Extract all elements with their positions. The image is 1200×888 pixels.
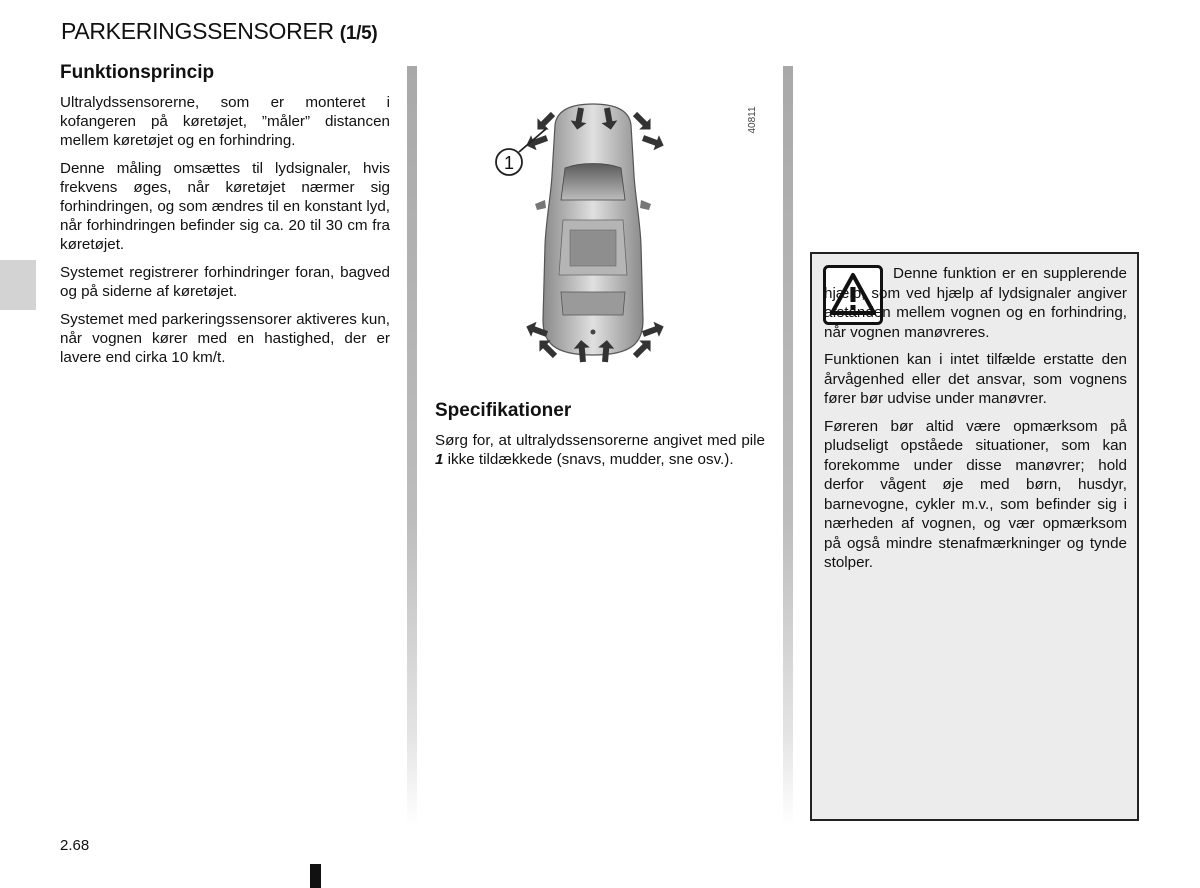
funktionsprincip-paragraph-1: Ultralydssensorerne, som er monteret i kofangeren på køretøjet, ”måler” distancen mellem køretøjet og en forhindring. [60, 94, 390, 149]
specifikationer-paragraph [435, 431, 765, 469]
parking-sensor-figure [485, 70, 775, 400]
specifikationer-text-before: Sørg for, at ultralydssensorerne angivet med pile [435, 432, 765, 449]
page-title-suffix: (1/5) [339, 23, 378, 44]
car-body [535, 104, 651, 355]
page-title-text: PARKERINGSSENSORER [61, 18, 334, 44]
funktionsprincip-paragraph-4: Systemet med parkeringssensorer aktiveres kun, når vognen kører med en hastighed, der er lavere end cirka 10 km/t. [60, 311, 390, 366]
specifikationer-heading: Specifikationer [435, 400, 572, 421]
figure-reference-code: 40811 [747, 106, 758, 134]
specifikationer-text-after: ikke tildækkede (snavs, mudder, sne osv.). [443, 451, 734, 468]
specifikationer-reference: 1 [435, 451, 444, 468]
warning-text [824, 264, 1127, 581]
callout-1-label: 1 [503, 153, 515, 173]
funktionsprincip-paragraph-3: Systemet registrerer forhindringer foran, bagved og på siderne af køretøjet. [60, 264, 390, 300]
specifikationer-section [435, 400, 765, 478]
funktionsprincip-heading: Funktionsprincip [60, 62, 215, 83]
page-number: 2.68 [60, 837, 90, 854]
column-divider-left [407, 66, 417, 826]
print-registration-mark [310, 864, 321, 888]
car-top-view-illustration [485, 70, 775, 400]
funktionsprincip-paragraph-2: Denne måling omsættes til lydsignaler, hvis frekvens øges, når køretøjet nærmer sig forhindringen, og som ændres til en konstant lyd, når forhindringen befinder sig ca. 20 til 30 cm fra køretøjet. [60, 160, 390, 253]
column-divider-right [783, 66, 793, 826]
funktionsprincip-section [60, 62, 390, 376]
warning-paragraph-2: Funktionen kan i intet tilfælde erstatte den årvågenhed eller det ansvar, som vognens fører bør udvise under manøvrer. [824, 351, 1127, 407]
chapter-side-tab [0, 260, 36, 310]
warning-box [810, 252, 1139, 821]
warning-paragraph-1: Denne funktion er en supplerende hjælp, som ved hjælp af lydsignaler angiver afstanden mellem vognen og en forhindring, når vognen manøvreres. [824, 265, 1127, 341]
warning-paragraph-3: Føreren bør altid være opmærksom på pludseligt opståede situationer, som kan forekomme under disse manøvrer; hold derfor vågent øje med børn, husdyr, barnevogne, cykler m.v., som befinder sig i nærheden af vognen, og vær opmærksom på også mindre stenafmærkninger og tynde stolper. [824, 417, 1127, 571]
page-title [61, 18, 377, 45]
